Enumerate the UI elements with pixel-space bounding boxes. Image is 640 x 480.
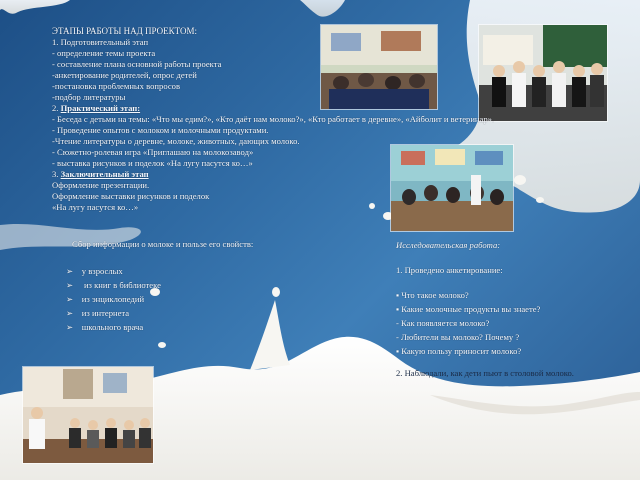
bullet-icon: ➢ [66,266,74,276]
stage3-heading-line [52,169,149,180]
research-item-1: 1. Проведено анкетирование: [396,265,503,275]
stage1-item: -анкетирование родителей, опрос детей [52,70,197,80]
stages-title: ЭТАПЫ РАБОТЫ НАД ПРОЕКТОМ: [52,26,198,36]
stage2-item: - Беседа с детьми на темы: «Что мы едим?», «Кто даёт нам молоко?», «Кто работает в деревне», «Айболит и ветеринар». [52,114,495,124]
stage3-heading: Заключительный этап [60,169,149,179]
stage2-number: 2. [52,103,59,113]
collection-item: ➢ из энциклопедий [66,294,145,304]
stage1-item: -подбор литературы [52,92,126,102]
research-question: ▪ Какие молочные продукты вы знаете? [396,304,541,314]
stage3-item: «На лугу пасутся ко…» [52,202,139,212]
stage2-item: -Чтение литературы о деревне, молоке, животных, дающих молоко. [52,136,300,146]
stage2-item: - Проведение опытов с молоком и молочными продуктами. [52,125,269,135]
collection-heading: Сбор информации о молоке и пользе его свойств: [72,239,254,249]
photo-teacher-class [390,144,514,232]
stage1-item: - составление плана основной работы проекта [52,59,222,69]
stage2-heading-line [52,103,140,114]
photo-classroom-tables [320,24,438,110]
stage3-number: 3. [52,169,59,179]
bullet-icon: ➢ [66,322,74,332]
stage2-item: - выставка рисунков и поделок «На лугу пасутся ко…» [52,158,253,168]
stage2-item: - Сюжетно-ролевая игра «Приглашаю на молокозавод» [52,147,254,157]
research-title: Исследовательская работа: [396,240,501,250]
bullet-icon: ➢ [66,294,74,304]
collection-item: ➢ у взрослых [66,266,123,276]
stage1-item: -постановка проблемных вопросов [52,81,181,91]
collection-item: ➢ из книг в библиотеке [66,280,161,290]
research-question: - Как появляется молоко? [396,318,490,328]
research-item-2: 2. Наблюдали, как дети пьют в столовой молоко. [396,368,574,378]
photo-children-group [478,24,608,122]
stage3-item: Оформление выставки рисунков и поделок [52,191,210,201]
stage1-item: - определение темы проекта [52,48,156,58]
research-question: ▪ Что такое молоко? [396,290,469,300]
research-question: ▪ Какую пользу приносит молоко? [396,346,522,356]
stage2-heading: Практический этап: [60,103,141,113]
stage3-item: Оформление презентации. [52,180,150,190]
bullet-icon: ▪ [396,346,400,356]
stage1-heading: 1. Подготовительный этап [52,37,149,47]
bullet-icon: ▪ [396,304,400,314]
bullet-icon: ➢ [66,280,74,290]
bullet-icon: ▪ [396,290,400,300]
bullet-icon: ➢ [66,308,74,318]
research-question: - Любители вы молоко? Почему ? [396,332,520,342]
collection-item: ➢ школьного врача [66,322,144,332]
photo-school-doctor [22,366,154,464]
collection-item: ➢ из интернета [66,308,130,318]
